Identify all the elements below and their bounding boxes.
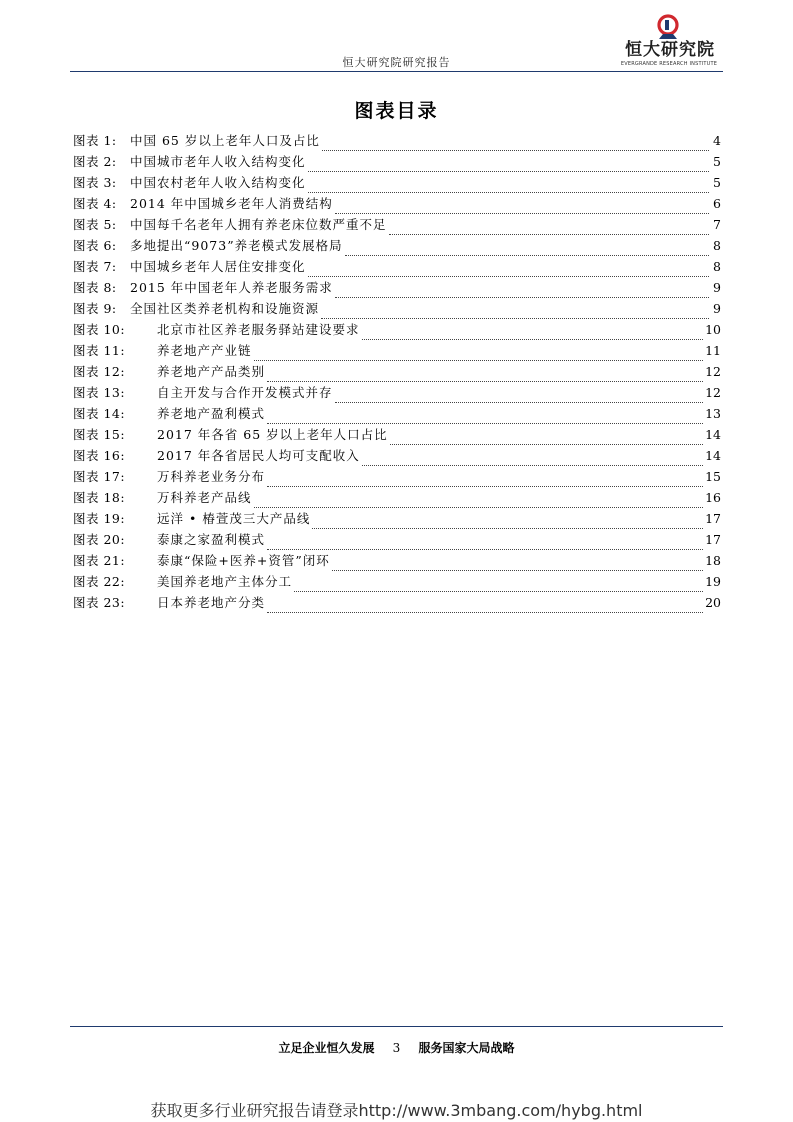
toc-item[interactable] — [73, 487, 721, 508]
toc-item-label: 图表 14: — [73, 406, 126, 421]
toc-item-label: 图表 21: — [73, 553, 126, 568]
toc-item-label: 图表 3: — [73, 175, 117, 190]
toc-leader-dots — [362, 458, 703, 466]
footer — [0, 1039, 793, 1056]
toc-item[interactable] — [73, 277, 721, 298]
toc-item-page: 14 — [705, 427, 721, 442]
toc-item-label: 图表 6: — [73, 238, 117, 253]
toc-item-page: 17 — [705, 532, 721, 547]
toc-list — [73, 130, 721, 613]
toc-item-text: 中国 65 岁以上老年人口及占比 — [130, 133, 320, 148]
toc-item-text: 万科养老业务分布 — [157, 469, 266, 484]
toc-leader-dots — [308, 269, 709, 277]
toc-item[interactable] — [73, 445, 721, 466]
toc-item-text: 养老地产产业链 — [157, 343, 252, 358]
toc-item[interactable] — [73, 571, 721, 592]
toc-item[interactable] — [73, 466, 721, 487]
footer-rule — [70, 1026, 723, 1027]
toc-item[interactable] — [73, 340, 721, 361]
toc-item[interactable] — [73, 403, 721, 424]
logo-subtitle: EVERGRANDE RESEARCH INSTITUTE — [620, 61, 718, 67]
toc-item[interactable] — [73, 298, 721, 319]
toc-item-label: 图表 16: — [73, 448, 126, 463]
toc-item-label: 图表 7: — [73, 259, 117, 274]
toc-item-text: 2017 年各省居民人均可支配收入 — [157, 448, 360, 463]
toc-item-page: 17 — [705, 511, 721, 526]
toc-item-label: 图表 8: — [73, 280, 117, 295]
promo-link-text[interactable]: 获取更多行业研究报告请登录http://www.3mbang.com/hybg.html — [150, 1101, 643, 1120]
footer-left-slogan: 立足企业恒久发展 — [278, 1041, 375, 1055]
logo-name: 恒大研究院 — [625, 40, 715, 60]
toc-item[interactable] — [73, 214, 721, 235]
toc-leader-dots — [254, 353, 704, 361]
toc-item-label: 图表 2: — [73, 154, 117, 169]
toc-item-text: 中国城市老年人收入结构变化 — [130, 154, 306, 169]
toc-leader-dots — [335, 206, 709, 214]
toc-leader-dots — [312, 521, 703, 529]
toc-leader-dots — [332, 563, 703, 571]
toc-item-page: 12 — [705, 364, 721, 379]
toc-item-page: 19 — [705, 574, 721, 589]
toc-item[interactable] — [73, 592, 721, 613]
toc-item-text: 全国社区类养老机构和设施资源 — [130, 301, 320, 316]
toc-item-label: 图表 17: — [73, 469, 126, 484]
toc-item-text: 美国养老地产主体分工 — [157, 574, 293, 589]
toc-leader-dots — [267, 605, 703, 613]
toc-item[interactable] — [73, 508, 721, 529]
toc-leader-dots — [308, 185, 709, 193]
toc-item-page: 12 — [705, 385, 721, 400]
toc-item-text: 中国城乡老年人居住安排变化 — [130, 259, 306, 274]
toc-item[interactable] — [73, 235, 721, 256]
toc-item-label: 图表 13: — [73, 385, 126, 400]
toc-item-text: 多地提出“9073”养老模式发展格局 — [130, 238, 343, 253]
toc-leader-dots — [389, 227, 709, 235]
toc-item[interactable] — [73, 319, 721, 340]
toc-item-label: 图表 10: — [73, 322, 126, 337]
toc-item-text: 养老地产产品类别 — [157, 364, 266, 379]
page-number: 3 — [392, 1041, 401, 1055]
toc-item-page: 5 — [713, 175, 721, 190]
toc-leader-dots — [267, 416, 703, 424]
toc-item-text: 2015 年中国老年人养老服务需求 — [130, 280, 333, 295]
toc-leader-dots — [254, 500, 704, 508]
toc-item-page: 8 — [713, 238, 721, 253]
toc-item-label: 图表 18: — [73, 490, 126, 505]
toc-item[interactable] — [73, 550, 721, 571]
toc-leader-dots — [267, 542, 703, 550]
toc-leader-dots — [335, 290, 709, 298]
toc-item-text: 泰康“保险+医养+资管”闭环 — [157, 553, 330, 568]
toc-item[interactable] — [73, 529, 721, 550]
toc-item[interactable] — [73, 424, 721, 445]
toc-item[interactable] — [73, 193, 721, 214]
toc-item-label: 图表 23: — [73, 595, 126, 610]
toc-item-page: 18 — [705, 553, 721, 568]
toc-leader-dots — [308, 164, 709, 172]
toc-item[interactable] — [73, 382, 721, 403]
toc-item-text: 2014 年中国城乡老年人消费结构 — [130, 196, 333, 211]
toc-item[interactable] — [73, 130, 721, 151]
institute-logo — [614, 14, 724, 70]
toc-item[interactable] — [73, 151, 721, 172]
toc-leader-dots — [390, 437, 703, 445]
toc-title: 图表目录 — [354, 100, 439, 122]
toc-item-text: 北京市社区养老服务驿站建设要求 — [157, 322, 360, 337]
toc-item-text: 自主开发与合作开发模式并存 — [157, 385, 333, 400]
toc-item-text: 万科养老产品线 — [157, 490, 252, 505]
toc-item-page: 10 — [705, 322, 721, 337]
toc-item-label: 图表 4: — [73, 196, 117, 211]
toc-item-page: 14 — [705, 448, 721, 463]
toc-leader-dots — [322, 143, 709, 151]
toc-leader-dots — [345, 248, 709, 256]
toc-item-label: 图表 12: — [73, 364, 126, 379]
toc-item[interactable] — [73, 172, 721, 193]
toc-item-page: 4 — [713, 133, 721, 148]
toc-leader-dots — [362, 332, 704, 340]
toc-item-label: 图表 15: — [73, 427, 126, 442]
header-title: 恒大研究院研究报告 — [342, 56, 451, 69]
toc-item[interactable] — [73, 361, 721, 382]
toc-item-text: 2017 年各省 65 岁以上老年人口占比 — [157, 427, 388, 442]
toc-item-label: 图表 22: — [73, 574, 126, 589]
toc-item-page: 20 — [705, 595, 721, 610]
toc-item-label: 图表 1: — [73, 133, 117, 148]
toc-leader-dots — [335, 395, 704, 403]
toc-item-label: 图表 20: — [73, 532, 126, 547]
footer-right-slogan: 服务国家大局战略 — [418, 1041, 515, 1055]
toc-item-label: 图表 11: — [73, 343, 126, 358]
header-rule — [70, 71, 723, 72]
toc-item-page: 16 — [705, 490, 721, 505]
toc-item-page: 6 — [713, 196, 721, 211]
toc-item-page: 5 — [713, 154, 721, 169]
toc-item-text: 泰康之家盈利模式 — [157, 532, 266, 547]
toc-leader-dots — [267, 374, 703, 382]
toc-item-text: 中国农村老年人收入结构变化 — [130, 175, 306, 190]
toc-item-page: 9 — [713, 301, 721, 316]
toc-item-label: 图表 9: — [73, 301, 117, 316]
toc-item-page: 9 — [713, 280, 721, 295]
toc-leader-dots — [267, 479, 703, 487]
toc-leader-dots — [294, 584, 703, 592]
toc-item-text: 日本养老地产分类 — [157, 595, 266, 610]
toc-leader-dots — [321, 311, 709, 319]
toc-item[interactable] — [73, 256, 721, 277]
toc-item-label: 图表 5: — [73, 217, 117, 232]
toc-item-label: 图表 19: — [73, 511, 126, 526]
logo-mark-icon — [656, 14, 680, 40]
toc-item-text: 养老地产盈利模式 — [157, 406, 266, 421]
toc-item-text: 远洋 • 椿萱茂三大产品线 — [157, 511, 311, 526]
toc-item-page: 7 — [713, 217, 721, 232]
toc-item-page: 11 — [705, 343, 721, 358]
toc-item-page: 13 — [705, 406, 721, 421]
toc-item-page: 15 — [705, 469, 721, 484]
toc-item-page: 8 — [713, 259, 721, 274]
toc-item-text: 中国每千名老年人拥有养老床位数严重不足 — [130, 217, 387, 232]
